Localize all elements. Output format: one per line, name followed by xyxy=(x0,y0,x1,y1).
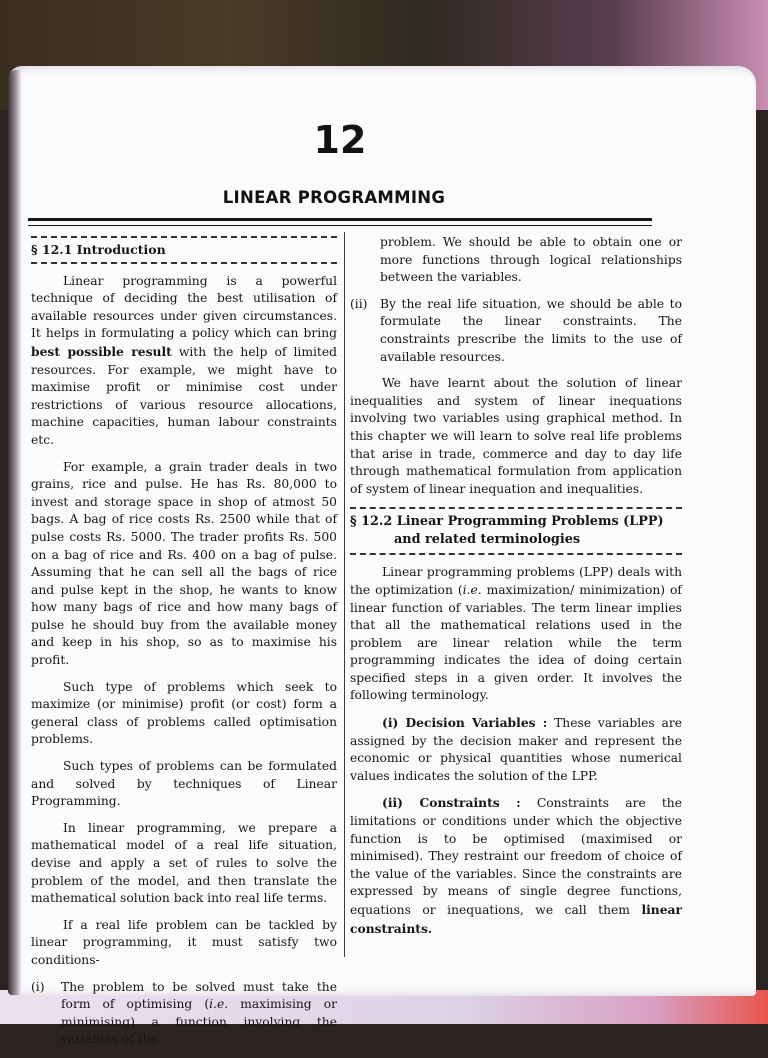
header-rule-thick xyxy=(28,218,652,221)
list-text xyxy=(61,979,337,1049)
text-span: The problem to be solved must take the form of optimising ( xyxy=(61,979,337,1012)
text-span: Linear programming problems (LPP) deals with the optimization ( xyxy=(350,565,682,597)
section-heading-line-2: and related terminologies xyxy=(394,532,581,548)
list-number: (ii) xyxy=(350,296,368,311)
condition-item-1-continued: problem. We should be able to obtain one or more functions through logical relationships between the variables. xyxy=(380,235,682,285)
term-label: (i) Decision Variables : xyxy=(382,715,548,731)
italic-phrase: i.e. xyxy=(209,997,229,1012)
intro-paragraph-2: For example, a grain trader deals in two grains, rice and pulse. He has Rs. 80,000 to invest and storage space in shop of atmost 50 bags. A bag of rice costs Rs. 2500 while that of pulse costs Rs. 5000. The trader profits Rs. 500 on a bag of rice and Rs. 400 on a bag of pulse. Assuming that he can sell all the bags of rice and pulse kept in the shop, he wants to know how many bags of rice and how many bags of pulse he should buy from the available money and keep in his shop, so as to maximise his profit. xyxy=(31,459,337,668)
intro-paragraph-3: Such type of problems which seek to maximize (or minimise) profit (or cost) form a general class of problems called optimisation problems. xyxy=(31,679,337,747)
text-span: These variables are assigned by the decision maker and represent the economic or physical quantities whose numerical values indicates the solution of the LPP. xyxy=(350,716,683,783)
text-span: Linear programming is a powerful technique of deciding the best utilisation of available resources under given circumstances. It helps in formulating a policy which can bring xyxy=(31,273,337,341)
condition-item-1 xyxy=(31,979,337,1049)
section-heading-line-1: § 12.2 Linear Programming Problems (LPP) xyxy=(350,514,664,530)
text-span: with the help of limited resources. For example, we might have to maximise profit or minimise cost under restrictions of various resource allocations, machine capacities, human labour constraints etc. xyxy=(31,344,337,447)
header-rule-thin xyxy=(28,225,652,226)
text-span: Constraints are the limitations or conditions under which the objective function is to be optimised (maximised or minimised). They restraint our freedom of choice of the value of the variables. Since the constraints are expressed by means of single degree functions, equations or inequations, we call them xyxy=(350,796,682,917)
right-paragraph-1: We have learnt about the solution of linear inequalities and system of linear inequations involving two variables using graphical method. In this chapter we will learn to solve real life problems that arise in trade, commerce and day to day life through mathematical formulation from application of system of linear inequation and inequalities. xyxy=(350,376,682,496)
page-binding-edge xyxy=(8,70,22,995)
left-column xyxy=(31,236,337,1058)
column-divider xyxy=(344,232,345,957)
list-text: By the real life situation, we should be able to formulate the linear constraints. The constraints prescribe the limits to the use of available resources. xyxy=(380,296,682,364)
right-column xyxy=(350,234,682,947)
section-heading-lpp xyxy=(350,507,682,555)
term-label: (ii) Constraints : xyxy=(382,795,521,811)
condition-item-2 xyxy=(350,296,682,366)
list-number: (i) xyxy=(31,979,45,994)
constraints-paragraph xyxy=(350,794,682,938)
chapter-number: 12 xyxy=(313,118,367,162)
text-span: maximising or minimising) a function involving the variables of the xyxy=(61,997,337,1047)
intro-paragraph-1 xyxy=(31,273,337,450)
intro-paragraph-4: Such types of problems can be formulated and solved by techniques of Linear Programming. xyxy=(31,759,337,809)
lpp-paragraph xyxy=(350,564,682,705)
decision-variables-paragraph xyxy=(350,714,682,785)
chapter-title: LINEAR PROGRAMMING xyxy=(222,188,446,207)
intro-paragraph-5: In linear programming, we prepare a mathematical model of a real life situation, devise and apply a set of rules to solve the problem of the model, and then translate the mathematical solution back into real life terms. xyxy=(31,820,337,906)
text-span: maximization/ minimization) of linear function of variables. The term linear implies that all the mathematical relations used in the problem are linear relation while the term programming indicates the idea of doing certain specified steps in a given order. It involves the following terminology. xyxy=(350,582,682,703)
bold-phrase: linear constraints. xyxy=(350,902,682,936)
section-heading-intro: § 12.1 Introduction xyxy=(31,236,337,264)
italic-phrase: i.e. xyxy=(462,582,482,597)
bold-phrase: best possible result xyxy=(31,343,172,359)
intro-paragraph-6: If a real life problem can be tackled by linear programming, it must satisfy two conditions- xyxy=(31,917,337,967)
